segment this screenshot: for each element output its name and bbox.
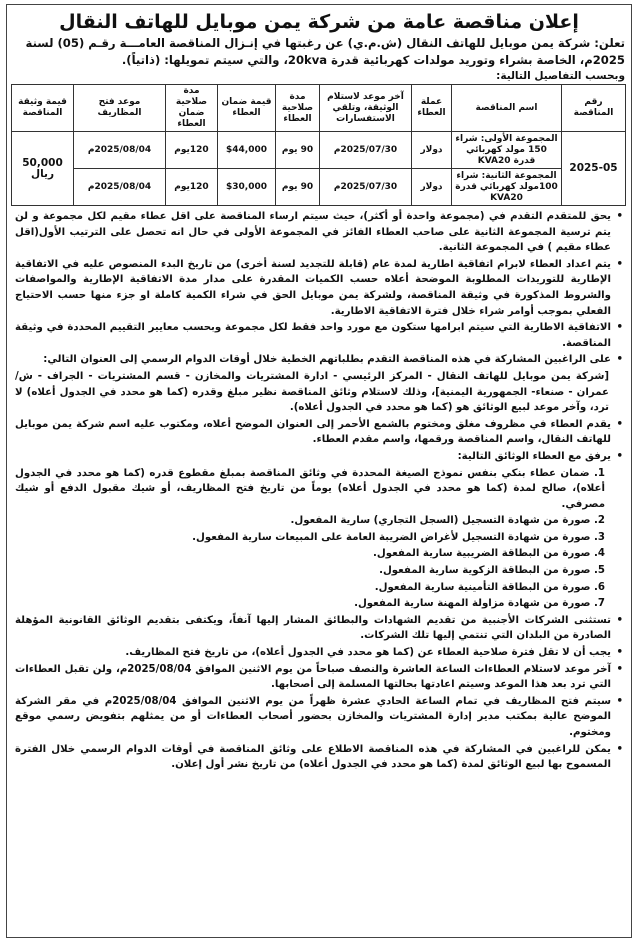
header-guarantee-validity: مدة صلاحية ضمان العطاء — [166, 85, 218, 132]
row-name: المجموعة الثانية: شراء 100مولد كهربائي قدرة KVA20 — [452, 169, 562, 206]
row-guarantee-validity: 120يوم — [166, 132, 218, 169]
tender-number: 2025-05 — [562, 132, 626, 206]
paragraph-validity: • يجب أن لا تقل فترة صلاحية العطاء عن (كما هو محدد في الجدول أعلاه)، من تاريخ فتح المظاريف. — [15, 645, 623, 661]
row-validity: 90 يوم — [276, 169, 320, 206]
header-tender-name: اسم المناقصة — [452, 85, 562, 132]
row-deadline: 2025/07/30م — [320, 132, 412, 169]
header-currency: عملة العطاء — [412, 85, 452, 132]
row-opening: 2025/08/04م — [74, 132, 166, 169]
paragraph-opening: • سيتم فتح المظاريف في تمام الساعة الحادي عشرة ظهراً من يوم الاثنين الموافق 2025/08/04م في مقر الشركة الموضح عالية بمكتب مدير إدارة المشتريات والمخازن بحضور أصحاب العطاءات أو من يمثلهم بتفويض رسمي موقع ومختوم. — [15, 694, 623, 741]
doc-value: 50,000 ريال — [12, 132, 74, 206]
header-tender-no: رقم المناقصة — [562, 85, 626, 132]
tender-table — [11, 84, 626, 206]
row-currency: دولار — [412, 169, 452, 206]
list-item: 5. صورة من البطاقة الزكوية سارية المفعول. — [379, 565, 605, 577]
paragraph-address: [شركة يمن موبايل للهاتف النقال - المركز الرئيسي - ادارة المشتريات والمخازن - قسم المشتريات - الجراف - ش/عمران - صنعاء- الجمهورية اليمنية]، وذلك لاستلام وثائق المناقصة نظير مبلغ وقدره (كما هو محدد في الجدول أعلاه) لا ترد، وآخر موعد لبيع الوثائق هو (كما هو محدد في الجدول أعلاه). — [15, 370, 609, 414]
list-item: 4. صورة من البطاقة الضريبية سارية المفعول. — [373, 548, 605, 560]
paragraph-envelope: • يقدم العطاء في مظروف مغلق ومختوم بالشمع الأحمر إلى العنوان الموضح أعلاه، ومكتوب عليه اسم شركة يمن موبايل للهاتف النقال، واسم المناقصة ورقمها، واسم مقدم العطاء. — [15, 417, 623, 448]
table-row — [12, 132, 626, 169]
row-validity: 90 يوم — [276, 132, 320, 169]
header-validity: مدة صلاحية العطاء — [276, 85, 320, 132]
announcement-body — [7, 206, 631, 773]
list-item: 6. صورة من البطاقة التأمينية سارية المفعول. — [374, 581, 605, 593]
header-deadline: آخر موعد لاستلام الوثيقة، وتلقي الاستفسارات — [320, 85, 412, 132]
details-heading: وبحسب التفاصيل التالية: — [496, 70, 625, 82]
header-guarantee: قيمة ضمان العطاء — [218, 85, 276, 132]
header-doc-value: قيمة وثيقة المناقصة — [12, 85, 74, 132]
tender-announcement — [6, 4, 632, 938]
list-item: 1. ضمان عطاء بنكي بنفس نموذج الصيغة المحددة في وثائق المناقصة بمبلغ مقطوع قدره (كما هو محدد في الجدول أعلاه)، صالح لمدة (كما هو محدد في الجدول أعلاه) يوماً من تاريخ فتح المظاريف، أو شيك مقبول الدفع أو شيك مصرفي. — [15, 467, 605, 510]
paragraph-single-supplier: • الاتفاقية الاطارية التي سيتم ابرامها ستكون مع مورد واحد فقط لكل مجموعة وبحسب معايير التقييم المحددة في وثيقة المناقصة. — [15, 320, 623, 351]
table-row — [12, 169, 626, 206]
paragraph-bidding-groups: • يحق للمتقدم التقدم في (مجموعة واحدة أو أكثر)، حيث سيتم ارساء المناقصة على اقل عطاء مقيم لكل مجموعة و لن يتم ترسية المجموعة الثانية على صاحب العطاء الفائز في المجموعة الأولى في حال انه تحصل على الترتيب الأول(اقل عطاء مقيم ) في المجموعة الثانية. — [15, 209, 623, 256]
paragraph-review: • يمكن للراغبين في المشاركة في هذه المناقصة الاطلاع على وثائق المناقصة في أوقات الدوام الرسمي خلال الفترة المسموح بها لبيع الوثائق لمدة (كما هو محدد في الجدول أعلاه) من تاريخ نشر أول إعلان. — [15, 742, 623, 773]
header-opening: موعد فتح المظاريف — [74, 85, 166, 132]
paragraph-deadline: • آخر موعد لاستلام العطاءات الساعة العاشرة والنصف صباحاً من يوم الاثنين الموافق 2025/08/04م، ولن تقبل العطاءات التي ترد بعد هذا الموعد وسيتم اعادتها بحالتها المسلمة إلى أصحابها. — [15, 662, 623, 693]
list-item: 2. صورة من شهادة التسجيل (السجل التجاري) سارية المفعول. — [290, 515, 605, 527]
announcement-intro: تعلن: شركة يمن موبايل للهاتف النقال (ش.م.ي) عن رغبتها في إنـزال المناقصة العامـــة رقـم (05) لسنة 2025م، الخاصة بشراء وتوريد مولدات كهربائية قدرة 20kva، والتي سيتم تمويلها: (ذاتياً). — [25, 36, 625, 67]
row-guarantee: $44,000 — [218, 132, 276, 169]
row-deadline: 2025/07/30م — [320, 169, 412, 206]
row-guarantee-validity: 120يوم — [166, 169, 218, 206]
row-opening: 2025/08/04م — [74, 169, 166, 206]
list-item: 7. صورة من شهادة مزاولة المهنة سارية المفعول. — [354, 598, 605, 610]
paragraph-framework: • يتم اعداد العطاء لابرام اتفاقية اطارية لمدة عام (قابلة للتجديد لسنة أخرى) من تاريخ البدء المنصوص عليه في الاتفاقية الإطارية للتوريدات المطلوبة الموضحة أعلاه حسب الكميات المقدرة على مدار مدة الاتفاقية الإطارية والمواصفات والشروط المذكورة في وثيقة المناقصة، ولشركة يمن موبايل الحق في شراء الكمية كاملة او جزء منها حسب الاحتياج الفعلي بموجب أوامر شراء خلال فترة الاتفاقية الاطارية. — [15, 257, 623, 319]
row-guarantee: $30,000 — [218, 169, 276, 206]
row-name: المجموعة الأولى: شراء 150 مولد كهربائي قدرة KVA20 — [452, 132, 562, 169]
paragraph-foreign: • تستثنى الشركات الأجنبية من تقديم الشهادات والبطائق المشار إليها آنفاً، ويكتفى بتقديم الوثائق القانونية المؤهلة الصادرة من البلدان التي تنتمي إليها تلك الشركات. — [15, 613, 623, 644]
paragraph-documents-heading: • يرفق مع العطاء الوثائق التالية: — [15, 449, 623, 465]
announcement-title: إعلان مناقصة عامة من شركة يمن موبايل للهاتف النقال — [59, 11, 579, 33]
table-header-row — [12, 85, 626, 132]
paragraph-apply: • على الراغبين المشاركة في هذه المناقصة التقدم بطلباتهم الخطية خلال أوقات الدوام الرسمي إلى العنوان التالي: — [15, 352, 623, 368]
row-currency: دولار — [412, 132, 452, 169]
list-item: 3. صورة من شهادة التسجيل لأغراض الضريبة العامة على المبيعات سارية المفعول. — [192, 531, 605, 543]
